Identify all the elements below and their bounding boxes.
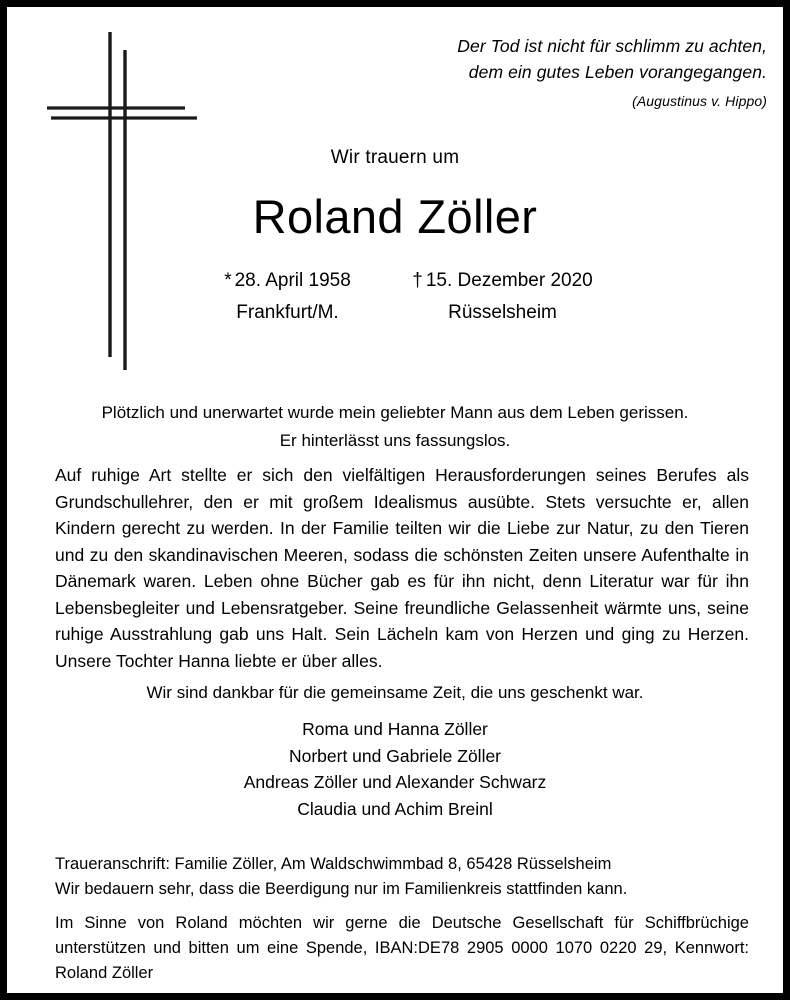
list-item: Claudia und Achim Breinl: [297, 798, 493, 819]
donation-request: Im Sinne von Roland möchten wir gerne die Deutsche Gesellschaft für Schiffbrüchige unterstützen und bitten um eine Spende, IBAN:DE78 2905 0000 1070 0220 29, Kennwort: Roland Zöller: [55, 914, 749, 982]
footer-address-block: [55, 852, 755, 902]
quote-line-2: dem ein gutes Leben vorangegangen.: [468, 62, 767, 82]
life-dates: [7, 265, 783, 329]
birth-column: [180, 265, 395, 329]
quote-attribution: (Augustinus v. Hippo): [632, 93, 767, 109]
mourning-intro: Wir trauern um: [330, 147, 460, 168]
death-place: Rüsselsheim: [448, 302, 557, 323]
eulogy-paragraph: Auf ruhige Art stellte er sich den vielfältigen Herausforderungen seines Berufes als Grundschullehrer, den er mit großem Idealismus ausübte. Stets versuchte er, allen Kindern gerecht zu werden. In der Familie teilten wir die Liebe zur Natur, zu den Tieren und zu den skandinavischen Meeren, sodass die schönsten Zeiten unsere Aufenthalte in Dänemark waren. Leben ohne Bücher gab es für ihn nicht, denn Literatur war für ihn Lebensbegleiter und Lebensratgeber. Seine freundliche Gelassenheit wärmte uns, seine ruhige Ausstrahlung gab uns Halt. Sein Lächeln kam von Herzen und ging zu Herzen. Unsere Tochter Hanna liebte er über alles.: [55, 465, 749, 671]
birth-symbol-icon: *: [224, 270, 232, 291]
lead-line-2: Er hinterlässt uns fassungslos.: [279, 431, 511, 450]
birth-place: Frankfurt/M.: [236, 302, 339, 323]
epitaph-quote: [307, 33, 767, 110]
lead-paragraph: [7, 399, 783, 455]
list-item: Andreas Zöller und Alexander Schwarz: [243, 772, 547, 792]
obituary-sheet: [7, 7, 783, 993]
funeral-note: Wir bedauern sehr, dass die Beerdigung nur im Familienkreis stattfinden kann.: [55, 880, 628, 898]
death-cross-icon: †: [412, 270, 423, 291]
list-item: Roma und Hanna Zöller: [302, 719, 488, 739]
lead-line-1: Plötzlich und unerwartet wurde mein geliebter Mann aus dem Leben gerissen.: [101, 403, 689, 422]
death-date: 15. Dezember 2020: [425, 270, 593, 291]
mourning-address: Traueranschrift: Familie Zöller, Am Waldschwimmbad 8, 65428 Rüsselsheim: [55, 855, 612, 873]
quote-line-1: Der Tod ist nicht für schlimm zu achten,: [457, 36, 767, 56]
gratitude-line: Wir sind dankbar für die gemeinsame Zeit, die uns geschenkt war.: [146, 683, 644, 702]
deceased-name: Roland Zöller: [252, 190, 538, 243]
death-column: [395, 265, 610, 329]
birth-date: 28. April 1958: [234, 270, 351, 291]
list-item: Norbert und Gabriele Zöller: [288, 745, 502, 766]
survivors-list: [7, 716, 783, 822]
